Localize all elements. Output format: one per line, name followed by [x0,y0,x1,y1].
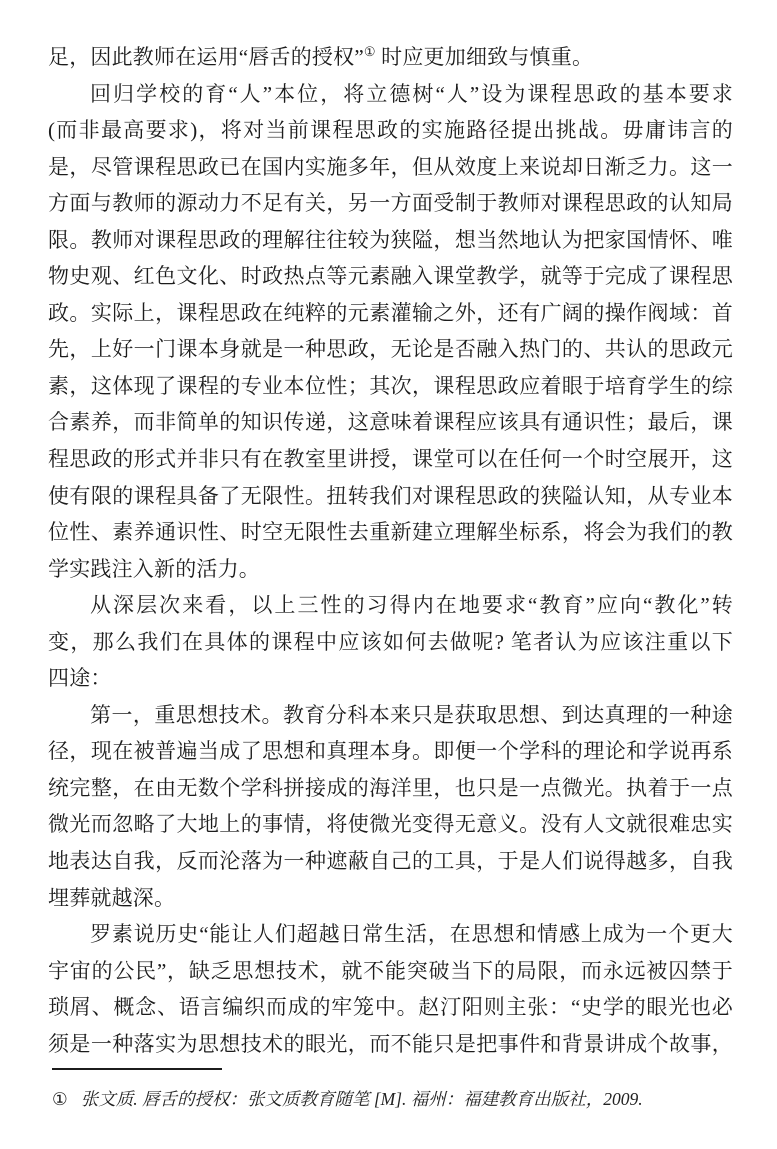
text-line: 物史观、红色文化、时政热点等元素融入课堂教学，就等于完成了课程思 [48,264,733,289]
text-line: 程思政的形式并非只有在教室里讲授，课堂可以在任何一个时空展开，这 [48,447,733,472]
paragraph [48,587,733,697]
text-line: 合素养，而非简单的知识传递，这意味着课程应该具有通识性；最后，课 [48,410,733,435]
text-line: 地表达自我，反而沦落为一种遮蔽自己的工具，于是人们说得越多，自我 [48,849,733,874]
text-line: 变，那么我们在具体的课程中应该如何去做呢? 笔者认为应该注重以下 [48,629,733,654]
text-line: 从深层次来看，以上三性的习得内在地要求“教育”应向“教化”转 [90,593,733,618]
text-line: 足，因此教师在运用“唇舌的授权”① 时应更加细致与慎重。 [48,44,594,69]
footnote-text: 张文质. 唇舌的授权：张文质教育随笔 [M]. 福州：福建教育出版社，2009. [80,1089,643,1109]
text-line: 罗素说历史“能让人们超越日常生活，在思想和情感上成为一个更大 [90,922,733,947]
text-line: 琐屑、概念、语言编织而成的牢笼中。赵汀阳则主张：“史学的眼光也必 [48,995,733,1020]
text-line: 先，上好一门课本身就是一种思政，无论是否融入热门的、共认的思政元 [48,337,733,362]
paragraph [48,916,733,1062]
paragraph [48,76,733,588]
text-line: 须是一种落实为思想技术的眼光，而不能只是把事件和背景讲成个故事， [48,1031,733,1056]
text-line: 素，这体现了课程的专业本位性；其次，课程思政应着眼于培育学生的综 [48,373,733,398]
paragraph [48,697,733,916]
text-line: (而非最高要求)，将对当前课程思政的实施路径提出挑战。毋庸讳言的 [48,118,733,143]
text-line: 四途： [48,666,112,691]
paragraph [48,39,733,76]
text-line: 宇宙的公民”，缺乏思想技术，就不能突破当下的局限，而永远被囚禁于 [48,958,733,983]
footnote-entry [48,1086,733,1113]
text-line: 限。教师对课程思政的理解往往较为狭隘，想当然地认为把家国情怀、唯 [48,227,733,252]
footnote-ref-marker: ① [363,44,376,59]
text-line: 径，现在被普遍当成了思想和真理本身。即便一个学科的理论和学说再系 [48,739,733,764]
text-line: 政。实际上，课程思政在纯粹的元素灌输之外，还有广阔的操作阀域：首 [48,300,733,325]
footnote-separator-rule [52,1068,222,1070]
footnote-marker: ① [52,1089,68,1109]
text-line: 位性、素养通识性、时空无限性去重新建立理解坐标系，将会为我们的教 [48,520,733,545]
footnote-area [48,1068,733,1113]
text-line: 统完整，在由无数个学科拼接成的海洋里，也只是一点微光。执着于一点 [48,775,733,800]
text-line: 是，尽管课程思政已在国内实施多年，但从效度上来说却日渐乏力。这一 [48,154,733,179]
text-line: 学实践注入新的活力。 [48,556,260,581]
text-line: 方面与教师的源动力不足有关，另一方面受制于教师对课程思政的认知局 [48,191,733,216]
body-text [48,39,733,1062]
text-line: 使有限的课程具备了无限性。扭转我们对课程思政的狭隘认知，从专业本 [48,483,733,508]
text-line: 回归学校的育“人”本位，将立德树“人”设为课程思政的基本要求 [90,81,733,106]
text-line: 埋葬就越深。 [48,885,176,910]
text-line: 第一，重思想技术。教育分科本来只是获取思想、到达真理的一种途 [90,702,733,727]
text-line: 微光而忽略了大地上的事情，将使微光变得无意义。没有人文就很难忠实 [48,812,733,837]
